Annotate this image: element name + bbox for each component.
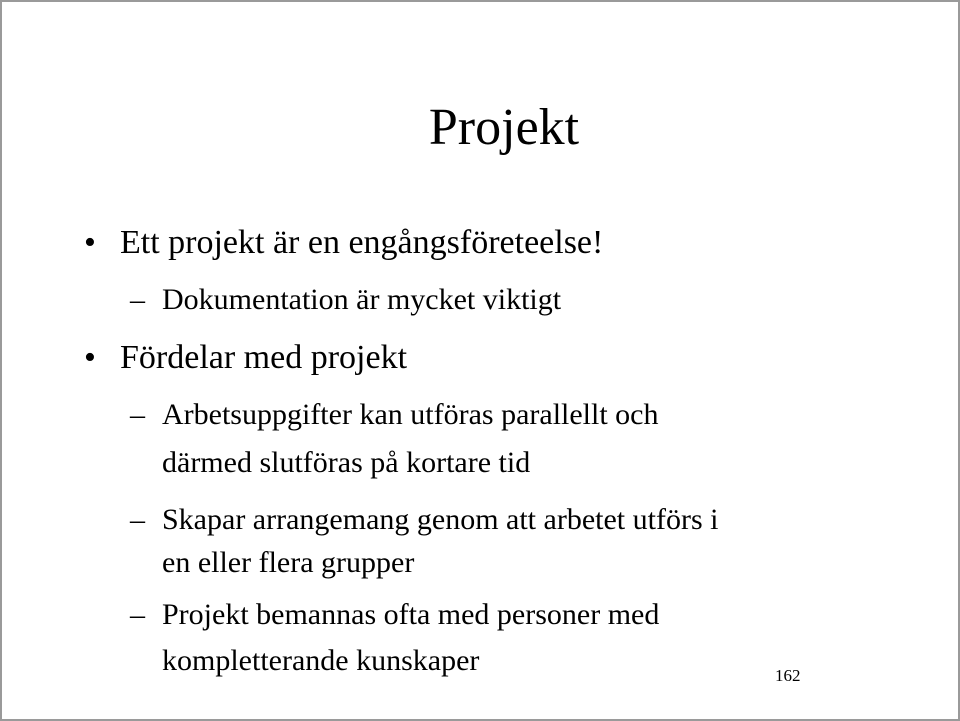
page-number: 162 xyxy=(775,666,801,685)
sub-item-text-line1: Skapar arrangemang genom att arbetet utförs i xyxy=(162,503,719,536)
bullet-item-text: Fördelar med projekt xyxy=(120,339,408,376)
sub-item-text-line2: därmed slutföras på kortare tid xyxy=(162,446,531,479)
sub-item-text-line1: Arbetsuppgifter kan utföras parallellt och xyxy=(162,398,659,431)
dash-icon: – xyxy=(130,503,145,536)
sub-item-text-line2: en eller flera grupper xyxy=(162,546,415,579)
bullet-icon: • xyxy=(84,224,96,261)
sub-item-text-line1: Projekt bemannas ofta med personer med xyxy=(162,598,660,631)
sub-item-text-line2: kompletterande kunskaper xyxy=(162,644,480,677)
slide-title xyxy=(2,98,960,158)
bullet-icon: • xyxy=(84,339,96,376)
bullet-item-text: Ett projekt är en engångsföreteelse! xyxy=(120,224,604,261)
dash-icon: – xyxy=(130,283,145,316)
sub-item-text: Dokumentation är mycket viktigt xyxy=(162,283,562,316)
dash-icon: – xyxy=(130,598,145,631)
dash-icon: – xyxy=(130,398,145,431)
slide-title-text: Projekt xyxy=(428,99,580,156)
